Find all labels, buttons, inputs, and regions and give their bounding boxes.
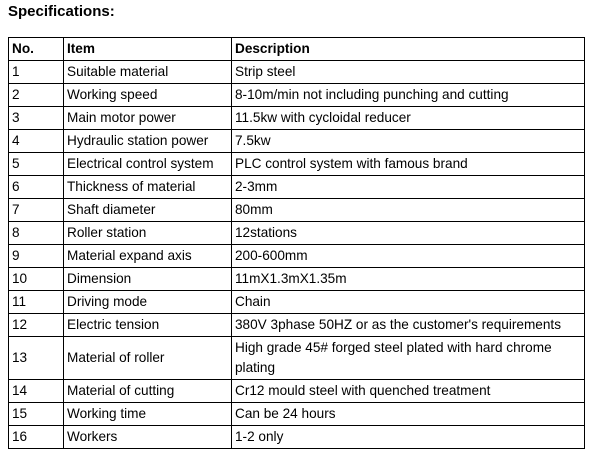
cell-no: 9 xyxy=(9,245,64,268)
cell-description: 7.5kw xyxy=(232,130,585,153)
table-row xyxy=(9,107,585,130)
table-row xyxy=(9,426,585,449)
cell-no: 4 xyxy=(9,130,64,153)
cell-description: 12stations xyxy=(232,222,585,245)
cell-description: 11mX1.3mX1.35m xyxy=(232,268,585,291)
cell-no: 15 xyxy=(9,403,64,426)
cell-no: 8 xyxy=(9,222,64,245)
table-row xyxy=(9,314,585,337)
table-header-row xyxy=(9,38,585,61)
cell-description: 200-600mm xyxy=(232,245,585,268)
table-row xyxy=(9,153,585,176)
cell-description: Chain xyxy=(232,291,585,314)
table-row xyxy=(9,268,585,291)
cell-item: Thickness of material xyxy=(64,176,232,199)
cell-description: 1-2 only xyxy=(232,426,585,449)
table-row xyxy=(9,380,585,403)
cell-description: High grade 45# forged steel plated with hard chrome plating xyxy=(232,337,585,380)
table-row xyxy=(9,176,585,199)
cell-item: Material of roller xyxy=(64,337,232,380)
cell-item: Working time xyxy=(64,403,232,426)
table-row xyxy=(9,245,585,268)
column-header-description: Description xyxy=(232,38,585,61)
page-title: Specifications: xyxy=(8,3,115,20)
cell-description: Strip steel xyxy=(232,61,585,84)
cell-item: Working speed xyxy=(64,84,232,107)
column-header-item: Item xyxy=(64,38,232,61)
cell-item: Workers xyxy=(64,426,232,449)
cell-no: 11 xyxy=(9,291,64,314)
cell-no: 10 xyxy=(9,268,64,291)
cell-item: Material expand axis xyxy=(64,245,232,268)
cell-no: 7 xyxy=(9,199,64,222)
cell-description: 11.5kw with cycloidal reducer xyxy=(232,107,585,130)
table-row xyxy=(9,222,585,245)
table-row xyxy=(9,337,585,380)
column-header-no: No. xyxy=(9,38,64,61)
cell-item: Material of cutting xyxy=(64,380,232,403)
table-row xyxy=(9,291,585,314)
cell-no: 13 xyxy=(9,337,64,380)
table-row xyxy=(9,130,585,153)
cell-description: PLC control system with famous brand xyxy=(232,153,585,176)
cell-description: 380V 3phase 50HZ or as the customer's requirements xyxy=(232,314,585,337)
cell-no: 5 xyxy=(9,153,64,176)
cell-no: 6 xyxy=(9,176,64,199)
cell-description: 80mm xyxy=(232,199,585,222)
cell-description: 2-3mm xyxy=(232,176,585,199)
cell-no: 14 xyxy=(9,380,64,403)
table-row xyxy=(9,199,585,222)
cell-item: Electric tension xyxy=(64,314,232,337)
cell-no: 1 xyxy=(9,61,64,84)
cell-no: 12 xyxy=(9,314,64,337)
table-row xyxy=(9,84,585,107)
table-row xyxy=(9,403,585,426)
cell-item: Main motor power xyxy=(64,107,232,130)
cell-item: Dimension xyxy=(64,268,232,291)
cell-no: 2 xyxy=(9,84,64,107)
cell-item: Shaft diameter xyxy=(64,199,232,222)
specifications-table xyxy=(8,37,585,449)
cell-no: 3 xyxy=(9,107,64,130)
cell-item: Roller station xyxy=(64,222,232,245)
cell-description: 8-10m/min not including punching and cutting xyxy=(232,84,585,107)
cell-description: Cr12 mould steel with quenched treatment xyxy=(232,380,585,403)
cell-item: Driving mode xyxy=(64,291,232,314)
cell-item: Hydraulic station power xyxy=(64,130,232,153)
cell-description: Can be 24 hours xyxy=(232,403,585,426)
table-row xyxy=(9,61,585,84)
cell-item: Electrical control system xyxy=(64,153,232,176)
cell-item: Suitable material xyxy=(64,61,232,84)
cell-no: 16 xyxy=(9,426,64,449)
